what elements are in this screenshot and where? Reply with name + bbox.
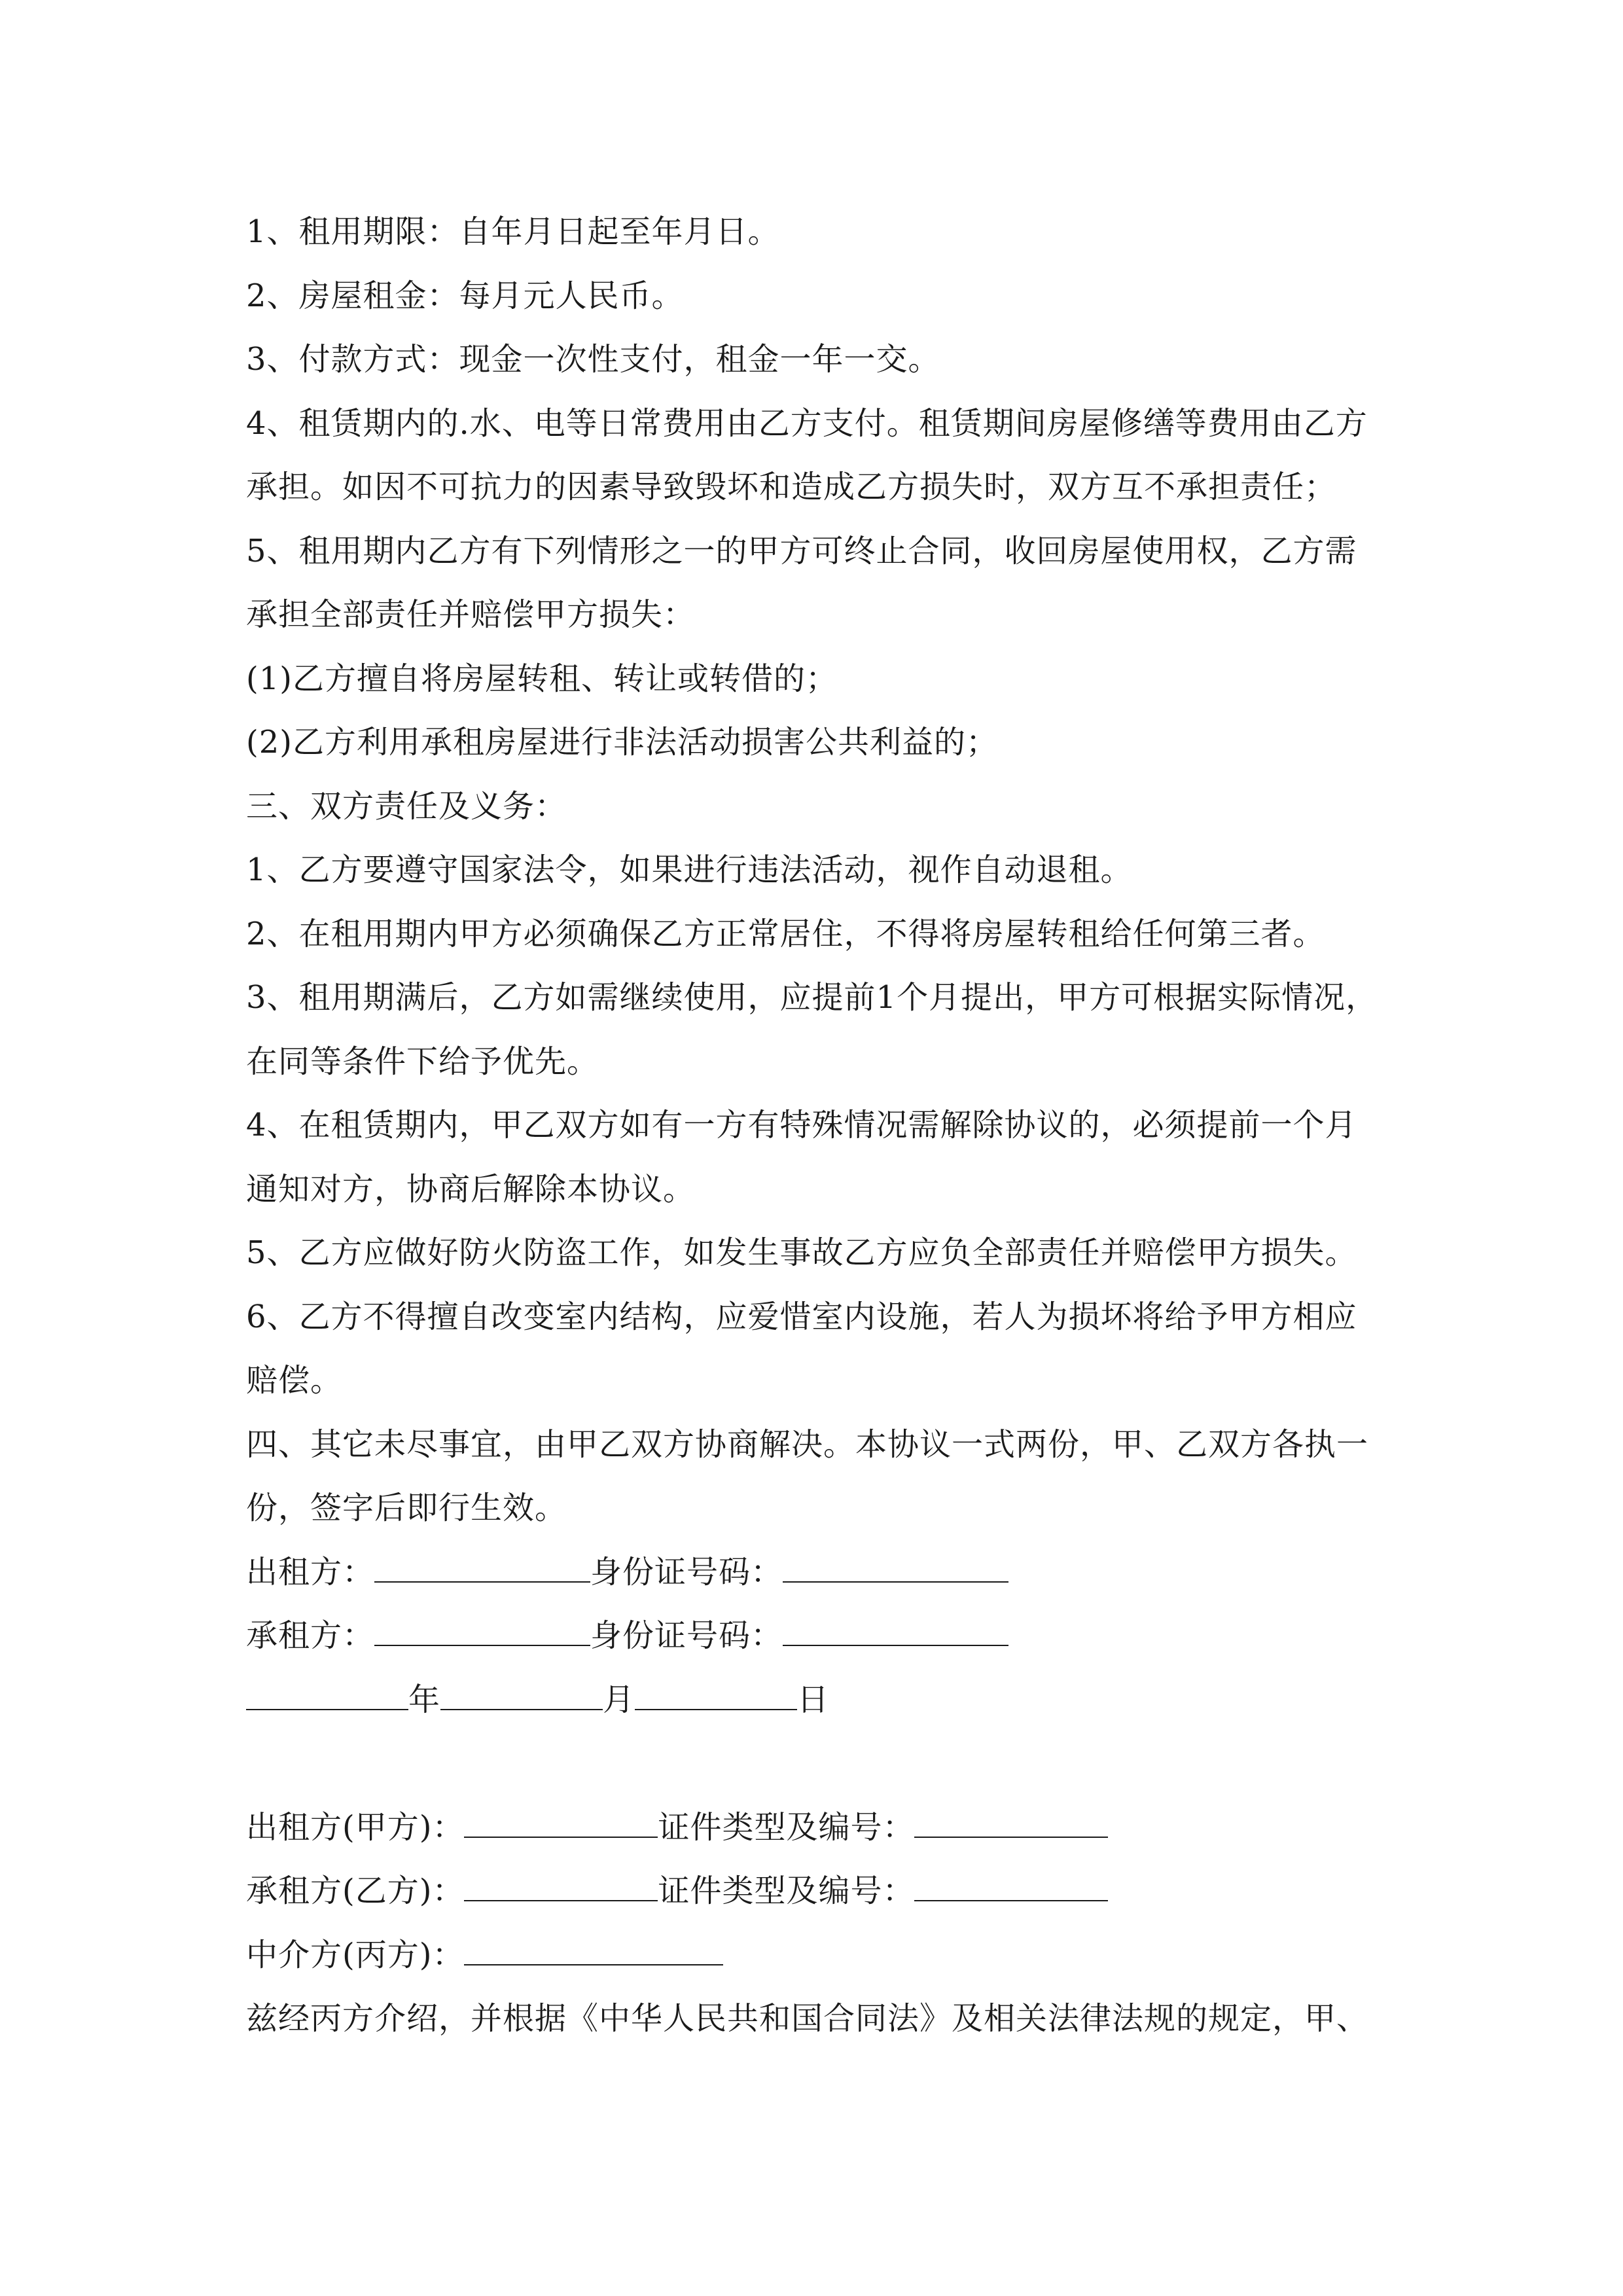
clause-term: 1、租用期限：自年月日起至年月日。 — [246, 213, 780, 250]
year-field[interactable] — [246, 1676, 408, 1710]
agent-row — [246, 1924, 1398, 1988]
duty-line: 6、乙方不得擅自改变室内结构，应爱惜室内设施，若人为损坏将给予甲方相应 — [246, 1298, 1357, 1335]
agent-label: 中介方(丙方)： — [246, 1936, 465, 1973]
clause-utilities: 4、租赁期内的.水、电等日常费用由乙方支付。租赁期间房屋修缮等费用由乙方 — [246, 404, 1368, 442]
duty-line: 1、乙方要遵守国家法令，如果进行违法活动，视作自动退租。 — [246, 852, 1133, 888]
party-b-cert-label: 证件类型及编号： — [658, 1873, 915, 1909]
lessee-name-field[interactable] — [374, 1612, 590, 1646]
lessee-id-field[interactable] — [783, 1612, 1008, 1646]
clause-utilities-cont: 承担。如因不可抗力的因素导致毁坏和造成乙方损失时，双方互不承担责任； — [246, 469, 1337, 505]
month-field[interactable] — [440, 1676, 603, 1710]
duty-line: 4、在租赁期内，甲乙双方如有一方有特殊情况需解除协议的，必须提前一个月 — [246, 1107, 1357, 1143]
party-a-cert-field[interactable] — [914, 1804, 1108, 1838]
section-other-matters-cont: 份，签字后即行生效。 — [246, 1490, 567, 1526]
party-b-name-field[interactable] — [464, 1867, 658, 1901]
lessor-signature-row — [246, 1541, 1398, 1605]
duty-line: 5、乙方应做好防火防盗工作，如发生事故乙方应负全部责任并赔偿甲方损失。 — [246, 1234, 1357, 1271]
date-row — [246, 1668, 1398, 1732]
contract-body — [246, 200, 1398, 2051]
clause-illegal-use: (2)乙方利用承租房屋进行非法活动损害公共利益的； — [246, 724, 998, 761]
party-b-label: 承租方(乙方)： — [246, 1873, 465, 1909]
lessor-id-field[interactable] — [783, 1549, 1008, 1583]
contract-intro: 兹经丙方介绍，并根据《中华人民共和国合同法》及相关法律法规的规定，甲、 — [246, 2000, 1369, 2037]
clause-payment: 3、付款方式：现金一次性支付，租金一年一交。 — [246, 341, 940, 378]
lessor-name-field[interactable] — [374, 1549, 590, 1583]
lessor-id-label: 身份证号码： — [590, 1553, 783, 1590]
duty-line: 在同等条件下给予优先。 — [246, 1043, 599, 1080]
lessor-label: 出租方： — [246, 1553, 375, 1590]
duty-line: 通知对方，协商后解除本协议。 — [246, 1170, 696, 1208]
party-a-label: 出租方(甲方)： — [246, 1808, 465, 1846]
clause-rent: 2、房屋租金：每月元人民币。 — [246, 277, 684, 314]
party-b-row — [246, 1859, 1398, 1924]
party-a-name-field[interactable] — [464, 1804, 658, 1838]
month-label: 月 — [603, 1681, 635, 1718]
day-label: 日 — [797, 1681, 830, 1718]
clause-termination-cont: 承担全部责任并赔偿甲方损失： — [246, 596, 696, 633]
agent-name-field[interactable] — [464, 1931, 723, 1965]
duty-line: 赔偿。 — [246, 1362, 343, 1399]
section-other-matters: 四、其它未尽事宜，由甲乙双方协商解决。本协议一式两份，甲、乙双方各执一 — [246, 1426, 1369, 1463]
duty-line: 3、租用期满后，乙方如需继续使用，应提前1个月提出，甲方可根据实际情况， — [246, 979, 1378, 1016]
lessee-id-label: 身份证号码： — [590, 1617, 783, 1654]
year-label: 年 — [408, 1681, 441, 1718]
day-field[interactable] — [635, 1676, 797, 1710]
duty-line: 2、在租用期内甲方必须确保乙方正常居住，不得将房屋转租给任何第三者。 — [246, 915, 1325, 952]
party-b-cert-field[interactable] — [914, 1867, 1108, 1901]
clause-termination: 5、租用期内乙方有下列情形之一的甲方可终止合同，收回房屋使用权，乙方需 — [246, 532, 1357, 569]
party-a-cert-label: 证件类型及编号： — [658, 1808, 915, 1846]
clause-sublet: (1)乙方擅自将房屋转租、转让或转借的； — [246, 660, 838, 697]
section-heading-duties: 三、双方责任及义务： — [246, 787, 567, 825]
party-a-row — [246, 1796, 1398, 1860]
lessee-label: 承租方： — [246, 1617, 375, 1654]
lessee-signature-row — [246, 1604, 1398, 1668]
section-spacer — [246, 1732, 1398, 1796]
